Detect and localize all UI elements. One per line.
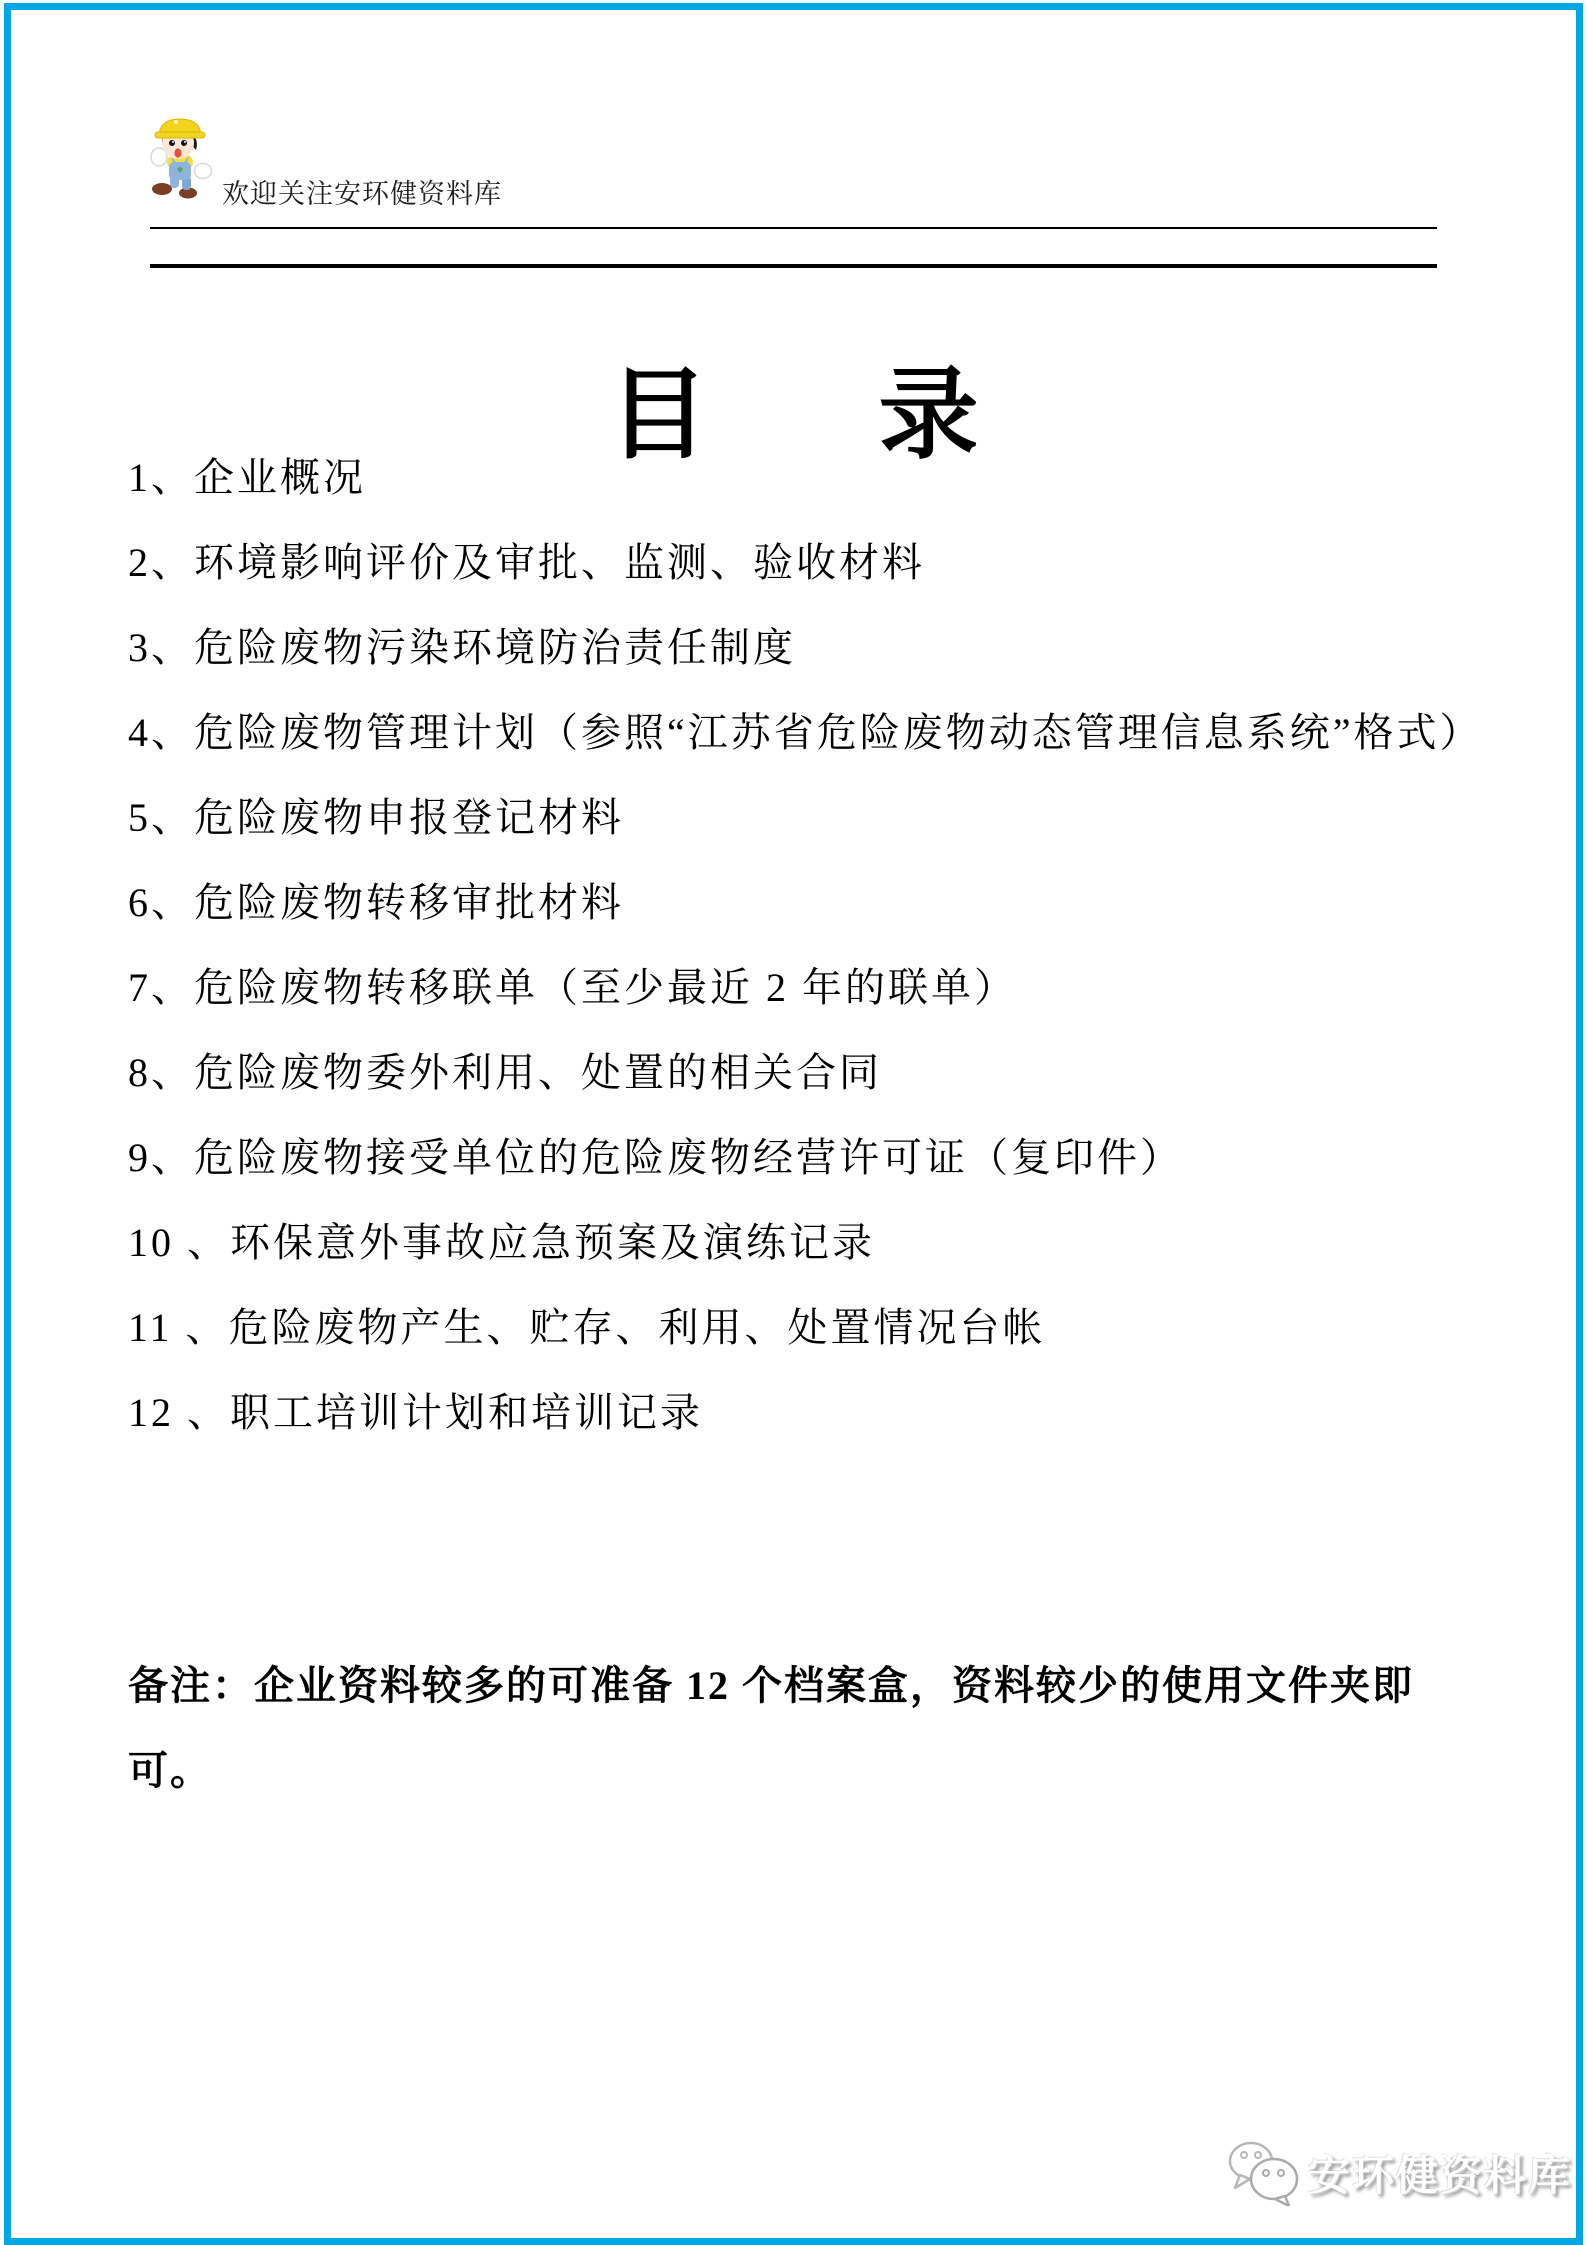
toc-item: 7、危险废物转移联单（至少最近 2 年的联单） <box>128 965 1017 1010</box>
header-slogan: 欢迎关注安环健资料库 <box>222 179 502 209</box>
toc-item: 11 、危险废物产生、贮存、利用、处置情况台帐 <box>128 1305 1046 1350</box>
toc-item: 10 、环保意外事故应急预案及演练记录 <box>128 1220 875 1265</box>
mascot-worker-icon <box>146 112 216 204</box>
title-char-2: 录 <box>878 360 979 471</box>
toc-item: 2、环境影响评价及审批、监测、验收材料 <box>128 540 925 585</box>
note-text: 备注：企业资料较多的可准备 12 个档案盒，资料较少的使用文件夹即可。 <box>128 1663 1414 1793</box>
toc-item: 9、危险废物接受单位的危险废物经营许可证（复印件） <box>128 1135 1183 1180</box>
wechat-icon <box>1228 2140 1300 2206</box>
toc-list <box>128 435 1483 1455</box>
header-rule-top <box>150 227 1437 229</box>
toc-item: 12 、职工培训计划和培训记录 <box>128 1390 703 1435</box>
toc-item: 5、危险废物申报登记材料 <box>128 795 624 840</box>
toc-item: 6、危险废物转移审批材料 <box>128 880 624 925</box>
toc-item: 1、企业概况 <box>128 455 366 500</box>
watermark <box>1228 2140 1572 2206</box>
toc-item: 8、危险废物委外利用、处置的相关合同 <box>128 1050 882 1095</box>
toc-item: 4、危险废物管理计划（参照“江苏省危险废物动态管理信息系统”格式） <box>128 710 1483 755</box>
header-rule-bottom <box>150 264 1437 268</box>
title-char-1: 目 <box>608 360 709 471</box>
toc-item: 3、危险废物污染环境防治责任制度 <box>128 625 796 670</box>
watermark-text: 安环健资料库 <box>1308 2152 1573 2199</box>
